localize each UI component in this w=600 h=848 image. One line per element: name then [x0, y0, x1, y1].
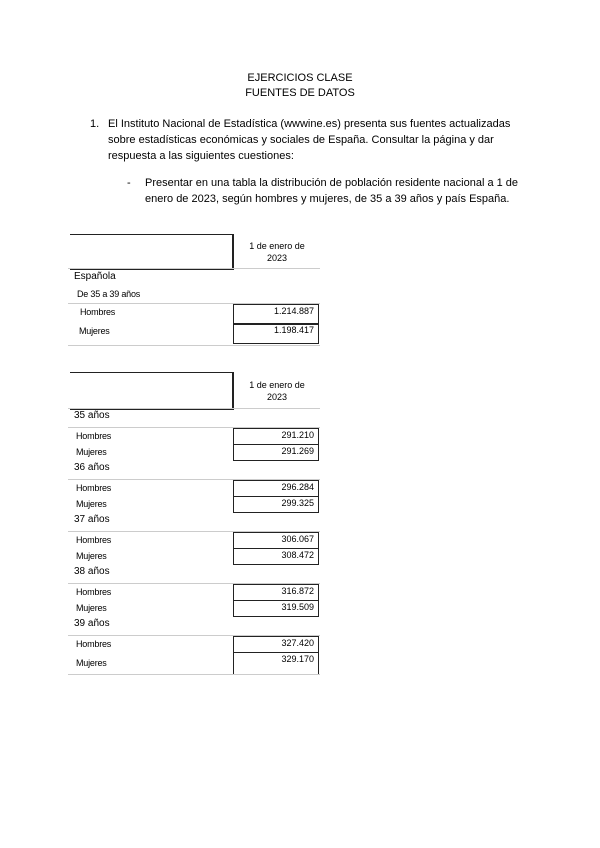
group-label: 35 años	[74, 410, 110, 421]
row-label: Hombres	[76, 639, 112, 649]
subgroup-label: De 35 a 39 años	[77, 289, 141, 299]
value-cell: 319.509	[233, 600, 319, 617]
header-empty-cell	[70, 234, 234, 270]
value-cell: 306.067	[233, 532, 319, 549]
header-line: 1 de enero de	[249, 380, 305, 390]
value-cell: 296.284	[233, 480, 319, 497]
header-line: 1 de enero de	[249, 241, 305, 251]
row-label: Hombres	[76, 431, 112, 441]
row-label: Mujeres	[76, 658, 107, 668]
group-label: 38 años	[74, 566, 110, 577]
header-line: 2023	[266, 392, 288, 402]
question-number: 1.	[90, 118, 100, 130]
row-label: Mujeres	[76, 447, 107, 457]
divider	[68, 408, 320, 409]
question-line: El Instituto Nacional de Estadística (wwwine.es) presenta sus fuentes actualizadas	[108, 118, 511, 130]
header-line: 2023	[266, 253, 288, 263]
document-title: EJERCICIOS CLASE	[247, 72, 353, 84]
row-label: Mujeres	[76, 603, 107, 613]
value-cell: 308.472	[233, 548, 319, 565]
value-cell: 291.210	[233, 428, 319, 445]
task-line: Presentar en una tabla la distribución de población residente nacional a 1 de	[145, 177, 519, 189]
row-label: Mujeres	[79, 326, 110, 336]
row-label: Hombres	[76, 535, 112, 545]
header-date	[234, 379, 320, 403]
value-cell: 316.872	[233, 584, 319, 601]
value-cell: 1.198.417	[233, 323, 319, 344]
header-empty-cell	[70, 372, 234, 410]
value-cell: 1.214.887	[233, 304, 319, 325]
document-subtitle: FUENTES DE DATOS	[245, 87, 355, 99]
task-line: enero de 2023, según hombres y mujeres, de 35 a 39 años y país España.	[145, 193, 510, 205]
question-line: respuesta a las siguientes cuestiones:	[108, 150, 294, 162]
divider	[68, 674, 320, 675]
value-cell: 299.325	[233, 496, 319, 513]
row-label: Hombres	[76, 587, 112, 597]
row-label: Mujeres	[76, 499, 107, 509]
header-date	[234, 240, 320, 264]
group-label: 37 años	[74, 514, 110, 525]
divider	[68, 345, 320, 346]
row-label: Hombres	[80, 307, 116, 317]
row-label: Hombres	[76, 483, 112, 493]
value-cell: 327.420	[233, 636, 319, 653]
value-cell: 291.269	[233, 444, 319, 461]
group-label: 39 años	[74, 618, 110, 629]
question-line: sobre estadísticas económicas y sociales de España. Consultar la página y dar	[108, 134, 494, 146]
task-bullet: -	[127, 177, 131, 189]
divider	[68, 268, 320, 269]
row-label: Mujeres	[76, 551, 107, 561]
group-label: Española	[74, 271, 116, 282]
group-label: 36 años	[74, 462, 110, 473]
value-cell: 329.170	[233, 652, 319, 675]
